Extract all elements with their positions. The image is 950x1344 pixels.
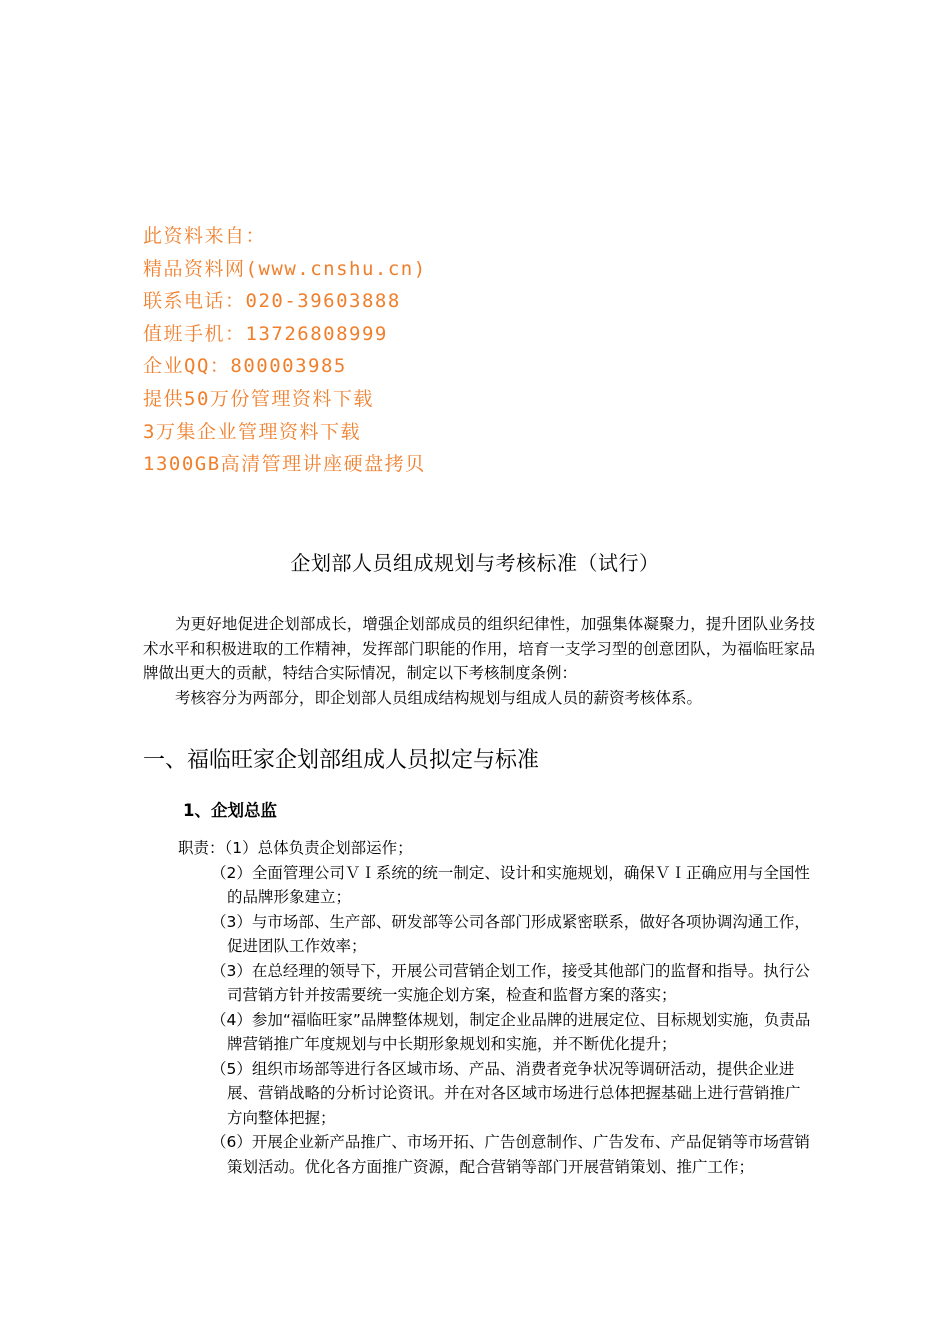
source-info-line: 3万集企业管理资料下载 — [143, 420, 361, 443]
source-info-line: 精品资料网(www.cnshu.cn) — [143, 257, 427, 280]
section-heading: 一、福临旺家企划部组成人员拟定与标准 — [143, 748, 540, 773]
source-info-line: 值班手机：13726808999 — [143, 322, 388, 345]
sub-heading: 1、企划总监 — [183, 801, 277, 820]
source-info-line: 1300GB高清管理讲座硬盘拷贝 — [143, 453, 426, 476]
duty-item: （2）全面管理公司ＶＩ系统的统一制定、设计和实施规划，确保ＶＩ正确应用与全国性的品牌形象建立； — [211, 863, 810, 906]
duty-item: （4）参加“福临旺家”品牌整体规划，制定企业品牌的进展定位、目标规划实施，负责品牌营销推广年度规划与中长期形象规划和实施，并不断优化提升； — [211, 1010, 811, 1053]
duty-item: （3）与市场部、生产部、研发部等公司各部门形成紧密联系，做好各项协调沟通工作，促进团队工作效率； — [211, 912, 810, 955]
duty-item: （5）组织市场部等进行各区域市场、产品、消费者竞争状况等调研活动，提供企业进展、营销战略的分析讨论资讯。并在对各区域市场进行总体把握基础上进行营销推广方向整体把握； — [211, 1059, 801, 1127]
source-info-block — [143, 220, 563, 481]
source-info-line: 提供50万份管理资料下载 — [143, 387, 374, 410]
duties-list — [178, 836, 823, 1179]
source-info-line: 联系电话：020-39603888 — [143, 290, 401, 313]
document-title: 企划部人员组成规划与考核标准（试行） — [290, 551, 660, 575]
intro-section — [143, 612, 815, 710]
duty-item: 职责：（1）总体负责企划部运作； — [178, 839, 413, 857]
duty-item: （6）开展企业新产品推广、市场开拓、广告创意制作、广告发布、产品促销等市场营销策划活动。优化各方面推广资源，配合营销等部门开展营销策划、推广工作； — [211, 1133, 810, 1176]
duty-item: （3）在总经理的领导下，开展公司营销企划工作，接受其他部门的监督和指导。执行公司营销方针并按需要统一实施企划方案，检查和监督方案的落实； — [211, 961, 810, 1004]
intro-paragraph: 为更好地促进企划部成长，增强企划部成员的组织纪律性，加强集体凝聚力，提升团队业务技术水平和积极进取的工作精神，发挥部门职能的作用，培育一支学习型的创意团队，为福临旺家品牌做出更大的贡献，特结合实际情况，制定以下考核制度条例： — [143, 615, 815, 682]
source-info-line: 企业QQ：800003985 — [143, 355, 347, 378]
source-info-line: 此资料来自： — [143, 225, 267, 247]
intro-paragraph: 考核容分为两部分，即企划部人员组成结构规划与组成人员的薪资考核体系。 — [175, 688, 703, 707]
